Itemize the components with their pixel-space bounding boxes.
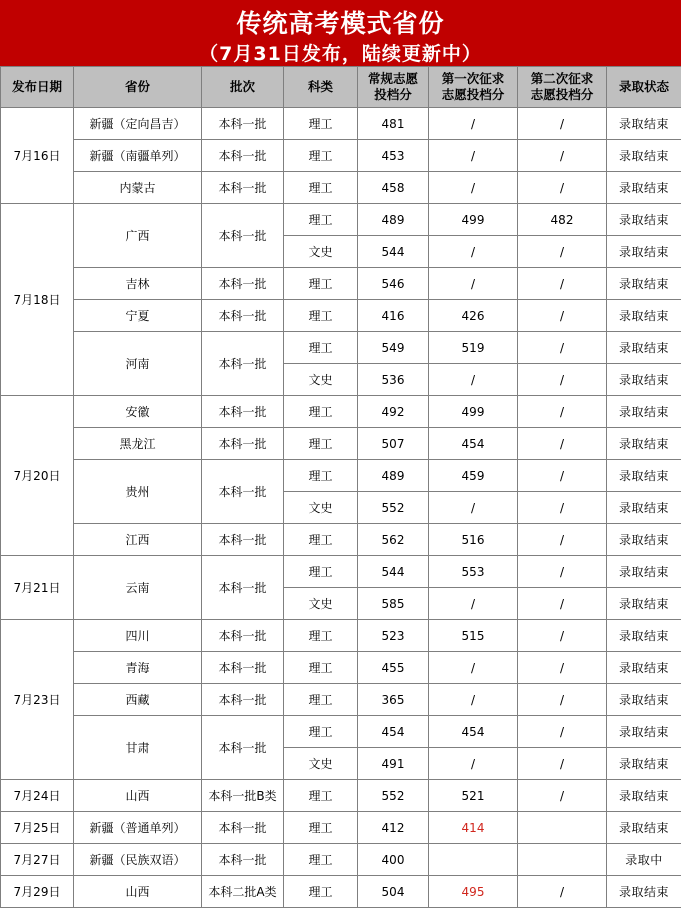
status-cell: 录取结束 xyxy=(607,876,681,908)
first-solicit-score-cell: 519 xyxy=(429,332,518,364)
subject-cell: 文史 xyxy=(284,236,358,268)
date-cell: 7月24日 xyxy=(1,780,74,812)
subject-cell: 理工 xyxy=(284,876,358,908)
second-solicit-score-cell: / xyxy=(518,684,607,716)
subject-cell: 理工 xyxy=(284,460,358,492)
header-regular-score xyxy=(358,67,429,108)
status-cell: 录取结束 xyxy=(607,268,681,300)
table-row xyxy=(1,108,681,140)
province-cell: 内蒙古 xyxy=(74,172,202,204)
first-solicit-score-cell: 553 xyxy=(429,556,518,588)
province-cell: 黑龙江 xyxy=(74,428,202,460)
batch-cell: 本科一批 xyxy=(202,716,284,780)
regular-score-cell: 544 xyxy=(358,236,429,268)
province-cell: 贵州 xyxy=(74,460,202,524)
regular-score-cell: 536 xyxy=(358,364,429,396)
table-row xyxy=(1,716,681,748)
header-second-line1: 第二次征求 xyxy=(518,71,606,87)
page-title: 传统高考模式省份 xyxy=(0,4,681,40)
subject-cell: 理工 xyxy=(284,524,358,556)
subject-cell: 理工 xyxy=(284,716,358,748)
first-solicit-score-cell: / xyxy=(429,364,518,396)
date-cell: 7月21日 xyxy=(1,556,74,620)
regular-score-cell: 491 xyxy=(358,748,429,780)
first-solicit-score-cell: 426 xyxy=(429,300,518,332)
batch-cell: 本科一批 xyxy=(202,812,284,844)
regular-score-cell: 489 xyxy=(358,204,429,236)
first-solicit-score-cell: 454 xyxy=(429,428,518,460)
second-solicit-score-cell: / xyxy=(518,300,607,332)
status-cell: 录取结束 xyxy=(607,460,681,492)
status-cell: 录取结束 xyxy=(607,652,681,684)
second-solicit-score-cell: / xyxy=(518,876,607,908)
province-cell: 四川 xyxy=(74,620,202,652)
subject-cell: 理工 xyxy=(284,140,358,172)
status-cell: 录取结束 xyxy=(607,524,681,556)
table-row xyxy=(1,524,681,556)
header-regular-line1: 常规志愿 xyxy=(358,71,428,87)
province-cell: 甘肃 xyxy=(74,716,202,780)
regular-score-cell: 549 xyxy=(358,332,429,364)
batch-cell: 本科一批 xyxy=(202,172,284,204)
second-solicit-score-cell: / xyxy=(518,364,607,396)
regular-score-cell: 507 xyxy=(358,428,429,460)
regular-score-cell: 458 xyxy=(358,172,429,204)
header-batch: 批次 xyxy=(202,67,284,108)
status-cell: 录取结束 xyxy=(607,684,681,716)
header-date: 发布日期 xyxy=(1,67,74,108)
regular-score-cell: 481 xyxy=(358,108,429,140)
first-solicit-score-cell xyxy=(429,844,518,876)
batch-cell: 本科一批 xyxy=(202,108,284,140)
status-cell: 录取结束 xyxy=(607,588,681,620)
province-cell: 安徽 xyxy=(74,396,202,428)
batch-cell: 本科一批 xyxy=(202,204,284,268)
batch-cell: 本科一批 xyxy=(202,652,284,684)
batch-cell: 本科一批 xyxy=(202,428,284,460)
table-row xyxy=(1,172,681,204)
second-solicit-score-cell: / xyxy=(518,588,607,620)
regular-score-cell: 504 xyxy=(358,876,429,908)
second-solicit-score-cell: / xyxy=(518,396,607,428)
province-cell: 西藏 xyxy=(74,684,202,716)
batch-cell: 本科一批 xyxy=(202,300,284,332)
subject-cell: 理工 xyxy=(284,204,358,236)
header-regular-line2: 投档分 xyxy=(358,87,428,103)
subject-cell: 文史 xyxy=(284,492,358,524)
status-cell: 录取结束 xyxy=(607,716,681,748)
table-row xyxy=(1,844,681,876)
province-cell: 河南 xyxy=(74,332,202,396)
score-table xyxy=(0,66,681,908)
first-solicit-score-cell: / xyxy=(429,172,518,204)
batch-cell: 本科一批 xyxy=(202,556,284,620)
date-cell: 7月16日 xyxy=(1,108,74,204)
subject-cell: 理工 xyxy=(284,300,358,332)
first-solicit-score-cell: 516 xyxy=(429,524,518,556)
regular-score-cell: 562 xyxy=(358,524,429,556)
regular-score-cell: 453 xyxy=(358,140,429,172)
date-cell: 7月23日 xyxy=(1,620,74,780)
first-solicit-score-cell: / xyxy=(429,684,518,716)
header-first-line2: 志愿投档分 xyxy=(429,87,517,103)
subject-cell: 文史 xyxy=(284,588,358,620)
batch-cell: 本科一批 xyxy=(202,684,284,716)
table-row xyxy=(1,268,681,300)
province-cell: 新疆（普通单列） xyxy=(74,812,202,844)
subject-cell: 理工 xyxy=(284,620,358,652)
second-solicit-score-cell: / xyxy=(518,108,607,140)
header-first-line1: 第一次征求 xyxy=(429,71,517,87)
status-cell: 录取中 xyxy=(607,844,681,876)
subject-cell: 理工 xyxy=(284,268,358,300)
table-row xyxy=(1,460,681,492)
subject-cell: 理工 xyxy=(284,780,358,812)
first-solicit-score-cell: / xyxy=(429,652,518,684)
status-cell: 录取结束 xyxy=(607,492,681,524)
first-solicit-score-cell: / xyxy=(429,268,518,300)
regular-score-cell: 400 xyxy=(358,844,429,876)
table-row xyxy=(1,428,681,460)
date-cell: 7月27日 xyxy=(1,844,74,876)
province-cell: 山西 xyxy=(74,780,202,812)
batch-cell: 本科一批 xyxy=(202,460,284,524)
batch-cell: 本科一批 xyxy=(202,524,284,556)
batch-cell: 本科一批 xyxy=(202,268,284,300)
status-cell: 录取结束 xyxy=(607,396,681,428)
second-solicit-score-cell: / xyxy=(518,268,607,300)
province-cell: 青海 xyxy=(74,652,202,684)
batch-cell: 本科二批A类 xyxy=(202,876,284,908)
table-row xyxy=(1,780,681,812)
header-province: 省份 xyxy=(74,67,202,108)
second-solicit-score-cell: / xyxy=(518,460,607,492)
status-cell: 录取结束 xyxy=(607,204,681,236)
table-row xyxy=(1,396,681,428)
header-second-line2: 志愿投档分 xyxy=(518,87,606,103)
table-row xyxy=(1,556,681,588)
second-solicit-score-cell: / xyxy=(518,332,607,364)
status-cell: 录取结束 xyxy=(607,236,681,268)
regular-score-cell: 552 xyxy=(358,492,429,524)
subject-cell: 理工 xyxy=(284,332,358,364)
second-solicit-score-cell xyxy=(518,812,607,844)
subject-cell: 理工 xyxy=(284,396,358,428)
first-solicit-score-cell: / xyxy=(429,588,518,620)
second-solicit-score-cell: / xyxy=(518,172,607,204)
batch-cell: 本科一批 xyxy=(202,620,284,652)
subject-cell: 理工 xyxy=(284,172,358,204)
first-solicit-score-cell: / xyxy=(429,748,518,780)
subject-cell: 理工 xyxy=(284,428,358,460)
batch-cell: 本科一批 xyxy=(202,140,284,172)
province-cell: 吉林 xyxy=(74,268,202,300)
table-row xyxy=(1,684,681,716)
first-solicit-score-cell: 499 xyxy=(429,204,518,236)
province-cell: 山西 xyxy=(74,876,202,908)
subject-cell: 文史 xyxy=(284,364,358,396)
page-subtitle: （7月31日发布，陆续更新中） xyxy=(0,39,681,66)
status-cell: 录取结束 xyxy=(607,780,681,812)
batch-cell: 本科一批 xyxy=(202,332,284,396)
regular-score-cell: 585 xyxy=(358,588,429,620)
header-row xyxy=(1,67,681,108)
second-solicit-score-cell: / xyxy=(518,556,607,588)
second-solicit-score-cell: 482 xyxy=(518,204,607,236)
second-solicit-score-cell: / xyxy=(518,620,607,652)
province-cell: 新疆（民族双语） xyxy=(74,844,202,876)
table-row xyxy=(1,812,681,844)
first-solicit-score-cell: 495 xyxy=(429,876,518,908)
second-solicit-score-cell: / xyxy=(518,780,607,812)
second-solicit-score-cell: / xyxy=(518,716,607,748)
subject-cell: 理工 xyxy=(284,652,358,684)
status-cell: 录取结束 xyxy=(607,556,681,588)
header-subject: 科类 xyxy=(284,67,358,108)
second-solicit-score-cell: / xyxy=(518,236,607,268)
status-cell: 录取结束 xyxy=(607,428,681,460)
second-solicit-score-cell: / xyxy=(518,492,607,524)
regular-score-cell: 365 xyxy=(358,684,429,716)
header-first-solicit-score xyxy=(429,67,518,108)
regular-score-cell: 552 xyxy=(358,780,429,812)
subject-cell: 理工 xyxy=(284,684,358,716)
batch-cell: 本科一批B类 xyxy=(202,780,284,812)
regular-score-cell: 416 xyxy=(358,300,429,332)
second-solicit-score-cell: / xyxy=(518,748,607,780)
date-cell: 7月25日 xyxy=(1,812,74,844)
status-cell: 录取结束 xyxy=(607,748,681,780)
province-cell: 新疆（南疆单列） xyxy=(74,140,202,172)
date-cell: 7月29日 xyxy=(1,876,74,908)
table-body xyxy=(1,108,681,908)
subject-cell: 理工 xyxy=(284,844,358,876)
table-row xyxy=(1,620,681,652)
second-solicit-score-cell xyxy=(518,844,607,876)
batch-cell: 本科一批 xyxy=(202,396,284,428)
date-cell: 7月18日 xyxy=(1,204,74,396)
second-solicit-score-cell: / xyxy=(518,140,607,172)
first-solicit-score-cell: / xyxy=(429,492,518,524)
regular-score-cell: 492 xyxy=(358,396,429,428)
date-cell: 7月20日 xyxy=(1,396,74,556)
table-row xyxy=(1,332,681,364)
table-row xyxy=(1,300,681,332)
subject-cell: 文史 xyxy=(284,748,358,780)
subject-cell: 理工 xyxy=(284,812,358,844)
first-solicit-score-cell: / xyxy=(429,236,518,268)
regular-score-cell: 523 xyxy=(358,620,429,652)
first-solicit-score-cell: 459 xyxy=(429,460,518,492)
status-cell: 录取结束 xyxy=(607,812,681,844)
first-solicit-score-cell: 521 xyxy=(429,780,518,812)
second-solicit-score-cell: / xyxy=(518,652,607,684)
first-solicit-score-cell: 499 xyxy=(429,396,518,428)
header-status: 录取状态 xyxy=(607,67,681,108)
second-solicit-score-cell: / xyxy=(518,428,607,460)
status-cell: 录取结束 xyxy=(607,332,681,364)
regular-score-cell: 455 xyxy=(358,652,429,684)
first-solicit-score-cell: 454 xyxy=(429,716,518,748)
batch-cell: 本科一批 xyxy=(202,844,284,876)
status-cell: 录取结束 xyxy=(607,364,681,396)
subject-cell: 理工 xyxy=(284,108,358,140)
province-cell: 江西 xyxy=(74,524,202,556)
first-solicit-score-cell: 515 xyxy=(429,620,518,652)
table-row xyxy=(1,204,681,236)
second-solicit-score-cell: / xyxy=(518,524,607,556)
status-cell: 录取结束 xyxy=(607,140,681,172)
province-cell: 云南 xyxy=(74,556,202,620)
first-solicit-score-cell: 414 xyxy=(429,812,518,844)
table-row xyxy=(1,652,681,684)
table-row xyxy=(1,140,681,172)
subject-cell: 理工 xyxy=(284,556,358,588)
province-cell: 宁夏 xyxy=(74,300,202,332)
regular-score-cell: 489 xyxy=(358,460,429,492)
status-cell: 录取结束 xyxy=(607,300,681,332)
header-second-solicit-score xyxy=(518,67,607,108)
first-solicit-score-cell: / xyxy=(429,108,518,140)
status-cell: 录取结束 xyxy=(607,620,681,652)
province-cell: 广西 xyxy=(74,204,202,268)
first-solicit-score-cell: / xyxy=(429,140,518,172)
title-banner xyxy=(0,0,681,66)
province-cell: 新疆（定向昌吉） xyxy=(74,108,202,140)
status-cell: 录取结束 xyxy=(607,172,681,204)
regular-score-cell: 454 xyxy=(358,716,429,748)
regular-score-cell: 412 xyxy=(358,812,429,844)
regular-score-cell: 546 xyxy=(358,268,429,300)
status-cell: 录取结束 xyxy=(607,108,681,140)
regular-score-cell: 544 xyxy=(358,556,429,588)
